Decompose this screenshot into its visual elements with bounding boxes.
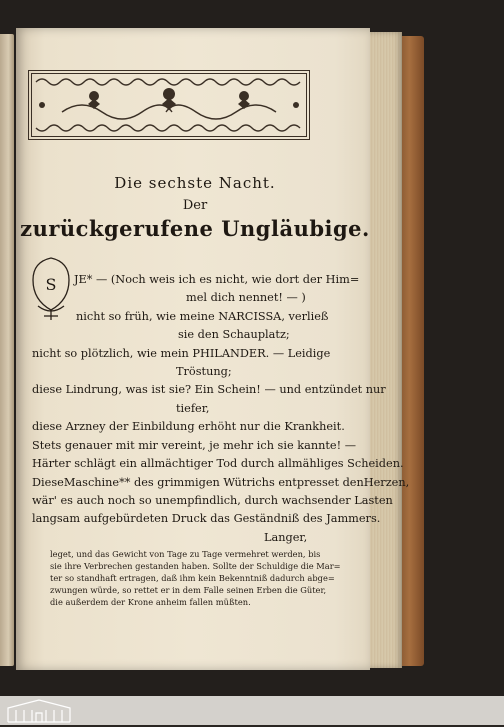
svg-text:S: S	[45, 275, 57, 294]
body-line: Tröstung;	[176, 365, 232, 378]
chapter-number: Die sechste Nacht.	[114, 174, 276, 192]
body-line: diese Arzney der Einbildung erhöht nur die Krankheit.	[32, 420, 345, 433]
page-block-edges	[368, 32, 402, 668]
body-line: wär' es auch noch so unempfindlich, durch wachsender Lasten	[32, 494, 393, 507]
body-line: nicht so früh, wie meine NARCISSA, verließ	[76, 310, 329, 323]
body-line: langsam aufgebürdeten Druck das Geständniß des Jammers.	[32, 512, 381, 525]
footnote-line: leget, und das Gewicht von Tage zu Tage vermehret werden, bis	[50, 549, 321, 559]
footnote-line: zwungen würde, so rettet er in dem Falle seinen Erben die Güter,	[50, 585, 327, 595]
footnote-line: ter so standhaft ertragen, daß ihm kein Bekenntniß dadurch abge=	[50, 573, 335, 583]
footnote-line: sie ihre Verbrechen gestanden haben. Sollte der Schuldige die Mar=	[50, 561, 341, 571]
body-line: nicht so plötzlich, wie mein PHILANDER. — Leidige	[32, 347, 331, 360]
catchword: Langer,	[264, 531, 308, 544]
left-page-edge	[0, 34, 14, 666]
footnote-line: die außerdem der Krone anheim fallen müßten.	[50, 597, 251, 607]
body-line: DieseMaschine** des grimmigen Wütrichs entpresset denHerzen,	[32, 476, 410, 489]
body-line: mel dich nennet! — )	[186, 291, 306, 304]
book-cover	[400, 36, 424, 666]
chapter-article: Der	[182, 198, 208, 213]
body-line: diese Lindrung, was ist sie? Ein Schein! — und entzündet nur	[32, 383, 386, 396]
body-line: sie den Schauplatz;	[178, 328, 290, 341]
body-line: tiefer,	[176, 402, 210, 415]
viewer-bottom-bar	[0, 696, 504, 725]
body-line: Stets genauer mit mir vereint, je mehr ich sie kannte! —	[32, 439, 357, 452]
decorative-initial	[30, 256, 72, 322]
body-line: JE* — (Noch weis ich es nicht, wie dort der Him=	[74, 273, 360, 286]
ornament-headpiece	[28, 70, 310, 140]
library-building-icon[interactable]	[4, 698, 74, 723]
chapter-title: zurückgerufene Ungläubige.	[20, 216, 370, 241]
body-line: Härter schlägt ein allmächtiger Tod durch allmähliges Scheiden.	[32, 457, 404, 470]
